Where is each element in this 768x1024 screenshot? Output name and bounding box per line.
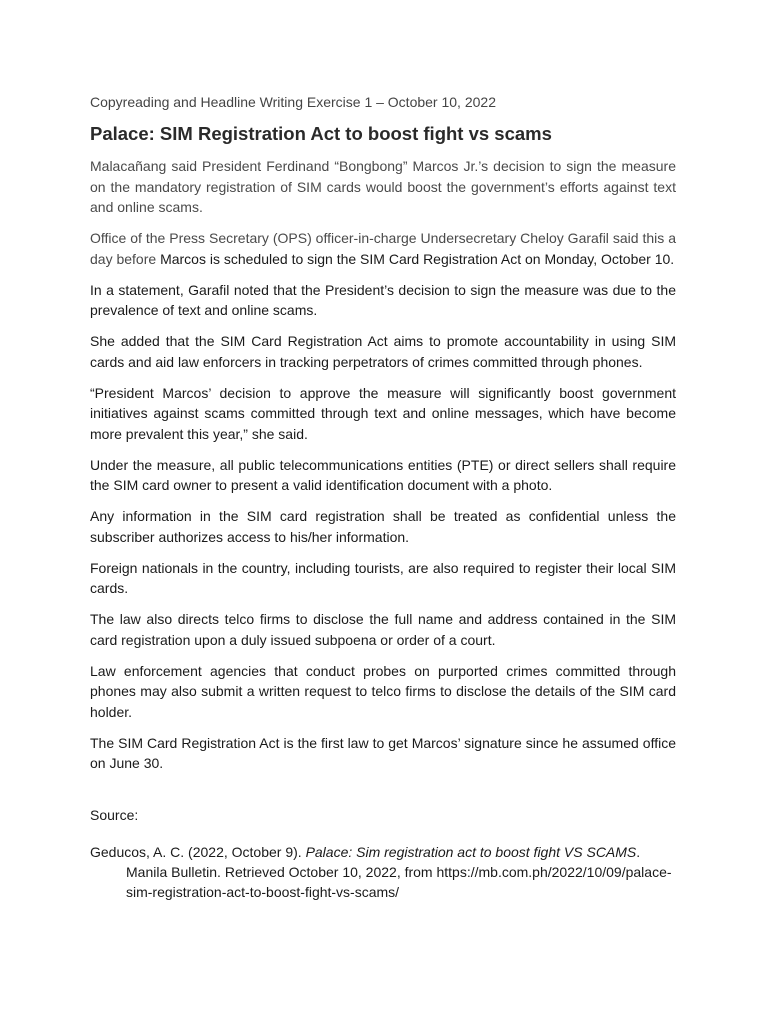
article-paragraph-5: “President Marcos’ decision to approve the measure will significantly boost government initiatives against scams committed through text and online messages, which have become more prevalent this year,” she said. [90, 384, 676, 442]
exercise-subtitle: Copyreading and Headline Writing Exercise 1 – October 10, 2022 [90, 94, 496, 110]
article-paragraph-9: The law also directs telco firms to disclose the full name and address contained in the SIM card registration upon a duly issued subpoena or order of a court. [90, 611, 676, 648]
article-paragraph-4: She added that the SIM Card Registration Act aims to promote accountability in using SIM cards and aid law enforcers in tracking perpetrators of crimes committed through phones. [90, 333, 676, 370]
article-headline: Palace: SIM Registration Act to boost fight vs scams [90, 123, 552, 144]
article-paragraph-6: Under the measure, all public telecommunications entities (PTE) or direct sellers shall require the SIM card owner to present a valid identification document with a photo. [90, 456, 676, 493]
citation-rest: . Manila Bulletin. Retrieved October 10, 2022, from https://mb.com.ph/2022/10/09/palace-sim-registration-act-to-boost-fight-vs-scams/ [126, 843, 672, 900]
article-paragraph-8: Foreign nationals in the country, including tourists, are also required to register their local SIM cards. [90, 559, 676, 596]
article-paragraph-2-part1: Office of the Press Secretary (OPS) officer-in-charge Undersecretary Cheloy Garafil said this a day before [90, 230, 676, 267]
article-paragraph-2 [90, 228, 676, 269]
article-paragraph-10: Law enforcement agencies that conduct probes on purported crimes committed through phones may also submit a written request to telco firms to disclose the details of the SIM card holder. [90, 662, 676, 720]
citation-title: Palace: Sim registration act to boost fight VS SCAMS [305, 843, 637, 860]
article-paragraph-2-part2: Marcos is scheduled to sign the SIM Card Registration Act on Monday, October 10. [160, 250, 675, 267]
article-paragraph-7: Any information in the SIM card registration shall be treated as confidential unless the subscriber authorizes access to his/her information. [90, 508, 676, 545]
article-paragraph-11: The SIM Card Registration Act is the first law to get Marcos’ signature since he assumed office on June 30. [90, 734, 676, 771]
article-paragraph-1: Malacañang said President Ferdinand “Bongbong” Marcos Jr.’s decision to sign the measure on the mandatory registration of SIM cards would boost the government’s efforts against text and online scams. [90, 158, 676, 215]
document-page [90, 92, 676, 902]
source-citation [90, 842, 676, 902]
source-label: Source: [90, 806, 139, 823]
article-paragraph-3: In a statement, Garafil noted that the President’s decision to sign the measure was due to the prevalence of text and online scams. [90, 281, 676, 318]
citation-author: Geducos, A. C. (2022, October 9). [90, 843, 306, 860]
